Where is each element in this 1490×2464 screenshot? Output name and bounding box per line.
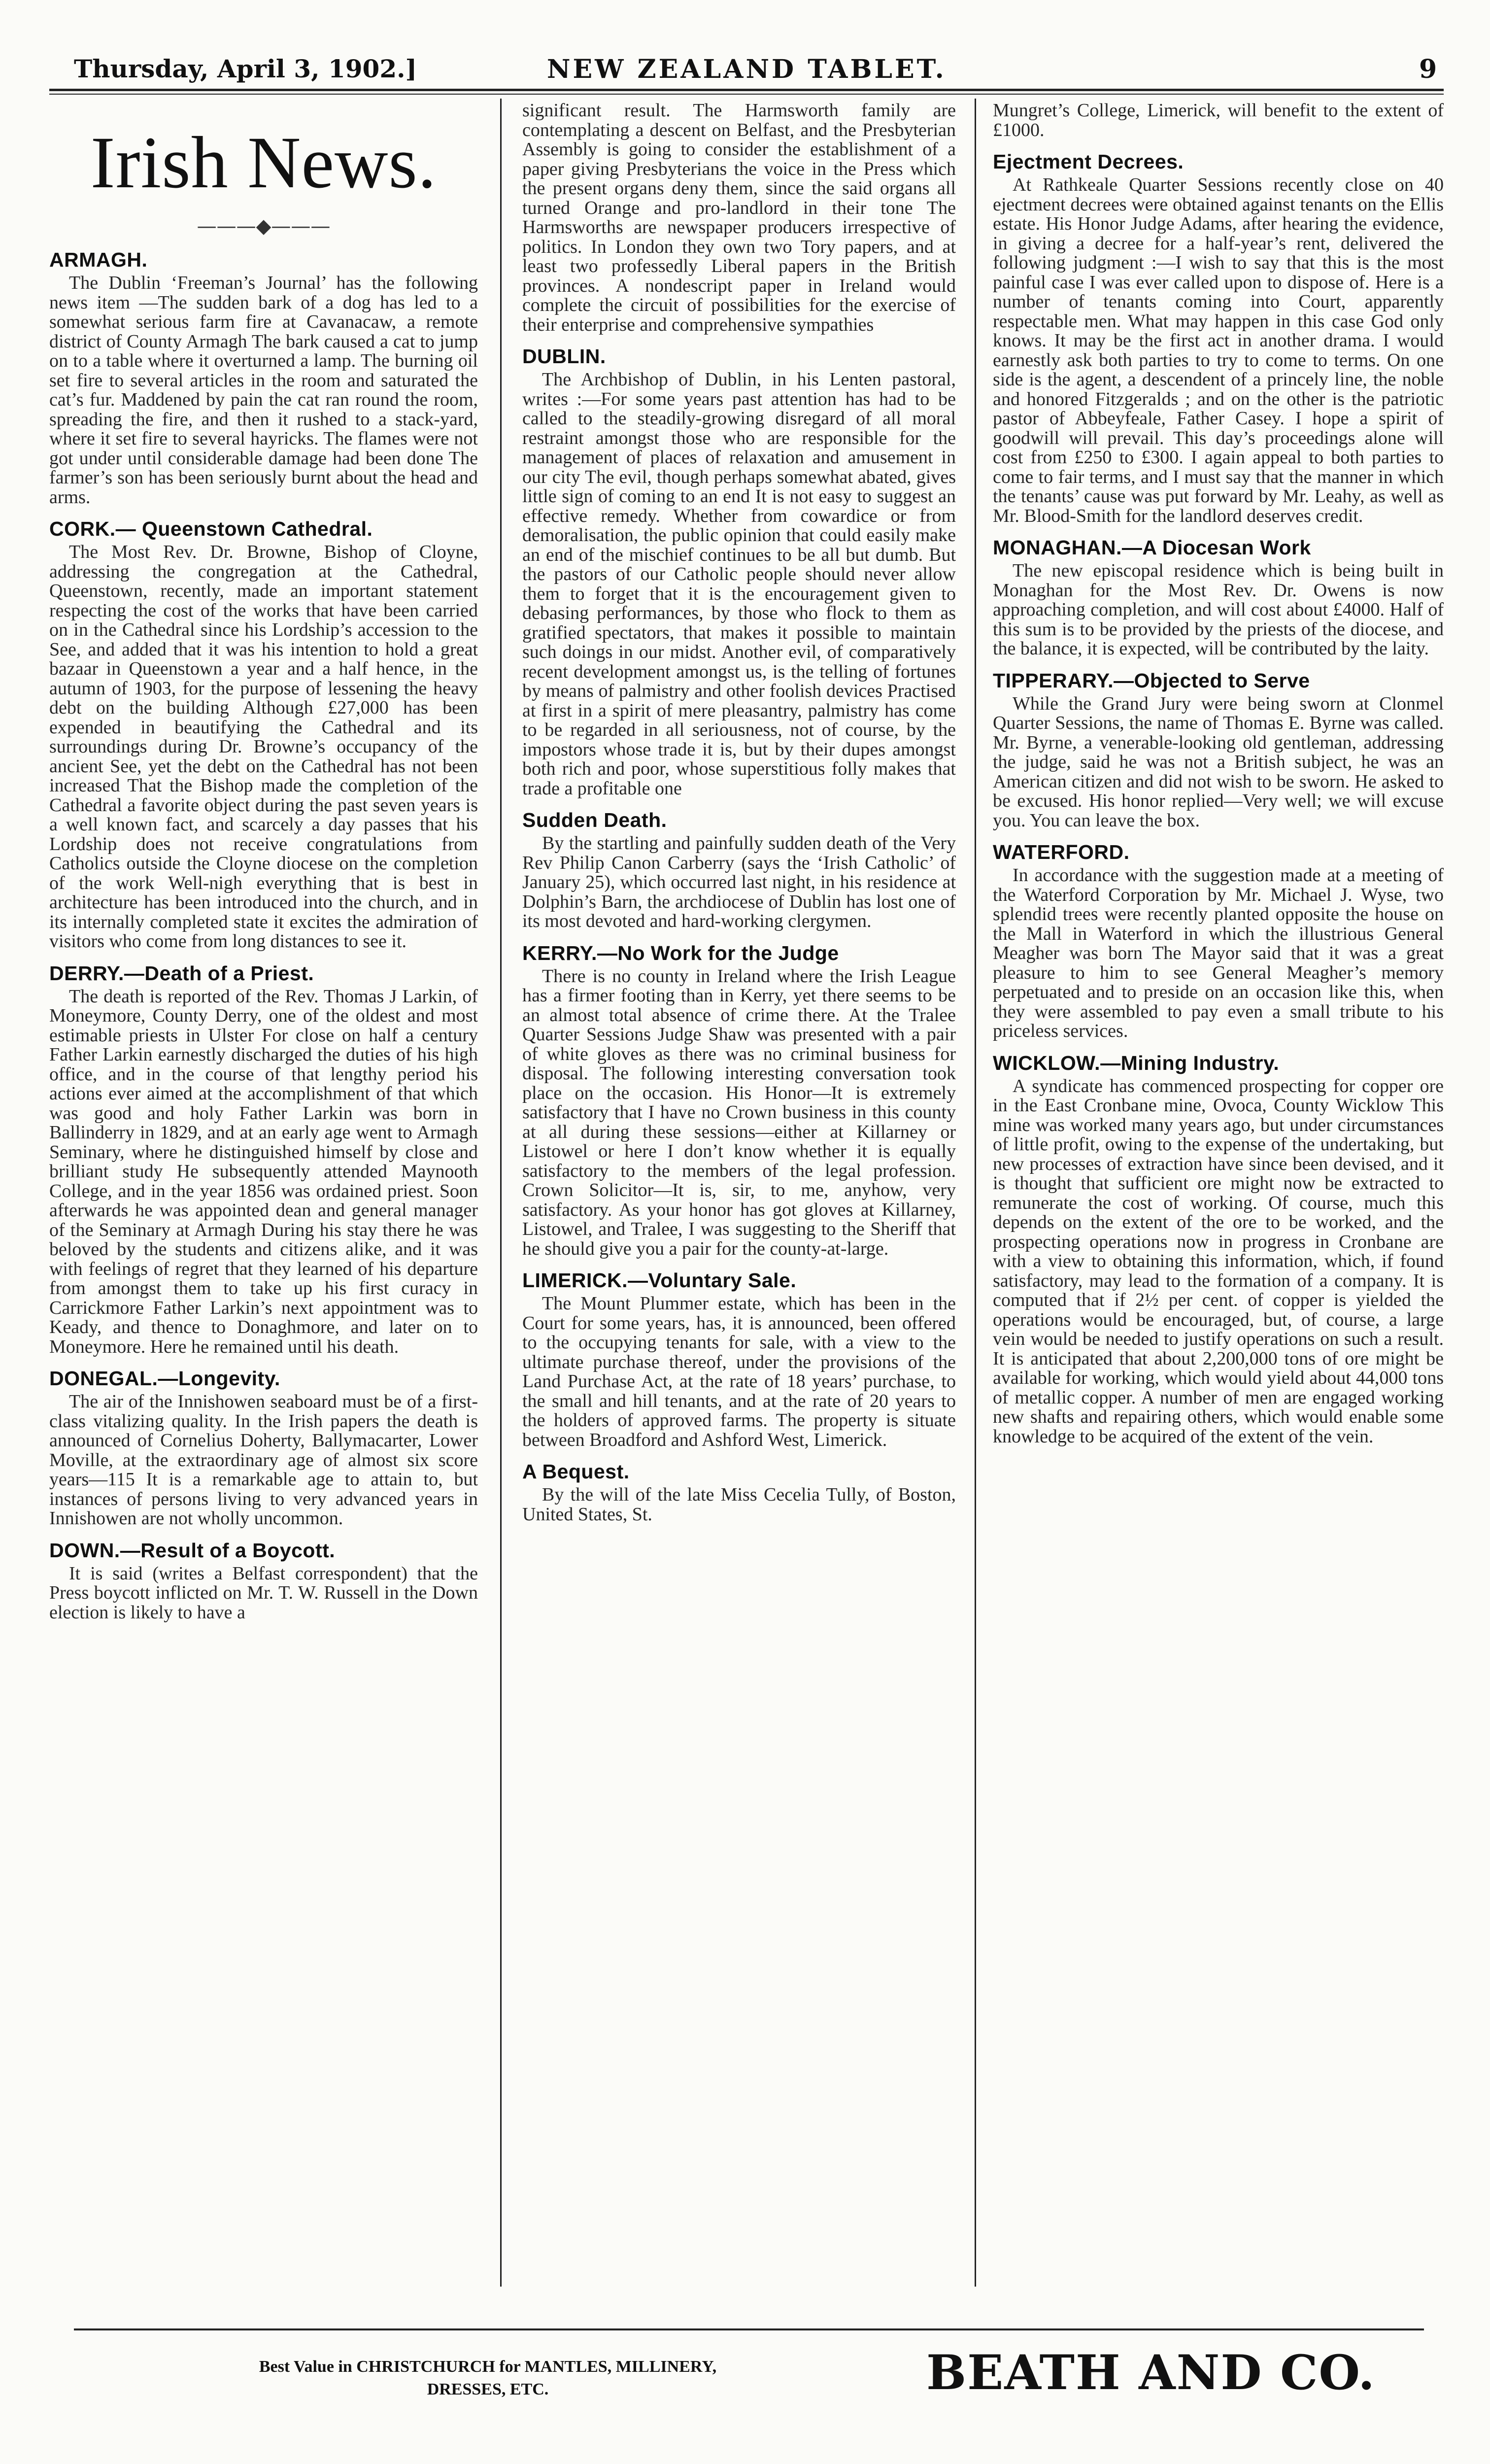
article — [993, 149, 1444, 526]
article — [522, 940, 956, 1259]
ad-line-1: Best Value in CHRISTCHURCH for MANTLES, MILLINERY, — [259, 2358, 717, 2376]
article-paragraph: The Most Rev. Dr. Browne, Bishop of Cloyne, addressing the congregation at the Cathedral, Queenstown, recently, made an important statement respecting the cost of the works that have been carried on in the Cathedral since his Lordship’s accession to the See, and added that it was his intention to hold a great bazaar in Queenstown a year and a half hence, in the autumn of 1903, for the purpose of lessening the heavy debt on the building Although £27,000 has been expended in beautifying the Cathedral and its surroundings during Dr. Browne’s occupancy of the ancient See, yet the debt on the Cathedral has not been increased That the Bishop made the completion of the Cathedral a favorite object during the past seven years is a well known fact, and scarcely a day passes that his Lordship does not receive congratulations from Catholics outside the Cloyne diocese on the completion of the work Well-nigh everything that is best in architecture has been introduced into the church, and in its internally completed state it excites the admiration of visitors who come from long distances to see it. — [49, 542, 478, 952]
header-rule — [49, 89, 1444, 91]
article — [993, 1050, 1444, 1447]
article-paragraph: The Dublin ‘Freeman’s Journal’ has the following news item —The sudden bark of a dog has led to a somewhat serious farm fire at Cavanacaw, a remote district of County Armagh The bark caused a cat to jump on to a table where it overturned a lamp. The burning oil set fire to several articles in the room and saturated the cat’s fur. Maddened by pain the cat ran round the room, spreading the fire, and then it rushed to a stack-yard, where it set fire to several hayricks. The flames were not got under until considerable damage had been done The farmer’s son has been seriously burnt about the head and arms. — [49, 273, 478, 508]
article-heading: WICKLOW.—Mining Industry. — [993, 1051, 1280, 1074]
article — [49, 1538, 478, 1623]
section-title: Irish News. — [90, 122, 437, 204]
article-paragraph: significant result. The Harmsworth family are contemplating a descent on Belfast, and the Presbyterian Assembly is going to consider the establishment of a paper giving Presbyterians the voice in the Press which the present organs deny them, since the said organs all turned Orange and pro-landlord in their tone The Harmsworths are newspaper producers irrespective of politics. In London they own two Tory papers, and at least two professedly Liberal papers in the British provinces. A nondescript paper in Ireland would complete the circuit of possibilities for the exercise of their enterprise and comprehensive sympathies — [522, 101, 956, 335]
article-heading: DOWN.—Result of a Boycott. — [49, 1539, 336, 1562]
title-ornament: ———◆——— — [197, 215, 331, 238]
ad-line-2: DRESSES, ETC. — [427, 2380, 549, 2398]
advertiser-name: BEATH AND CO. — [926, 2345, 1376, 2400]
article-heading: WATERFORD. — [993, 841, 1130, 863]
article-heading: MONAGHAN.—A Diocesan Work — [993, 536, 1311, 559]
column-2 — [522, 101, 956, 2279]
article — [522, 101, 956, 335]
article-paragraph: At Rathkeale Quarter Sessions recently close on 40 ejectment decrees were obtained against tenants on the Ellis estate. His Honor Judge Adams, after hearing the evidence, in giving a decree for a half-year’s rent, delivered the following judgment :—I wish to say that this is the most painful case I was ever called upon to dispose of. Here is a number of tenants coming into Court, apparently respectable men. What may happen in this case God only knows. It may be the first act in another drama. I would earnestly ask both parties to try to come to terms. On one side is the agent, a descendent of a princely line, the noble and honored Fitzgeralds ; and on the other is the patriotic pastor of Abbeyfeale, Father Casey. I hope a spirit of goodwill will prevail. This day’s proceedings alone will cost from £250 to £300. I again appeal to both parties to come to fair terms, and I must say that the manner in which the tenants’ cause was put forward by Mr. Leahy, as well as Mr. Blood-Smith for the landlord deserves credit. — [993, 174, 1444, 526]
column-divider-2 — [975, 99, 976, 2287]
page-number: 9 — [1419, 54, 1437, 84]
article-paragraph: By the will of the late Miss Cecelia Tully, of Boston, United States, St. — [522, 1484, 956, 1525]
article — [49, 516, 478, 952]
article-paragraph: The death is reported of the Rev. Thomas J Larkin, of Moneymore, County Derry, one of the oldest and most estimable priests in Ulster For close on half a century Father Larkin earnestly discharged the duties of his high office, and in the course of that lengthy period his actions ever aimed at the accomplishment of that which was good and holy Father Larkin was born in Ballinderry in 1829, and at an early age went to Armagh Seminary, where he distinguished himself by close and brilliant study He subsequently attended Maynooth College, and in the year 1856 was ordained priest. Soon afterwards he was appointed dean and general manager of the Seminary at Armagh During his stay there he was beloved by the students and citizens alike, and it was with feelings of regret that they learned of his departure from amongst them to take up his first curacy in Carrickmore Father Larkin’s next appointment was to Keady, and thence to Donaghmore, and later on to Moneymore. Here he remained until his death. — [49, 986, 478, 1357]
article — [993, 668, 1444, 831]
article-heading: DERRY.—Death of a Priest. — [49, 961, 314, 985]
article-heading: A Bequest. — [522, 1460, 630, 1483]
article — [993, 839, 1444, 1041]
article-heading: Sudden Death. — [522, 809, 667, 831]
article-paragraph: The new episcopal residence which is being built in Monaghan for the Most Rev. Dr. Owens is now approaching completion, and will cost about £4000. Half of this sum is to be provided by the priests of the diocese, and the balance, it is expected, will be contributed by the laity. — [993, 560, 1444, 659]
article-paragraph: A syndicate has commenced prospecting for copper ore in the East Cronbane mine, Ovoca, County Wicklow This mine was worked many years ago, but under circumstances of little profit, owing to the expense of the undertaking, but new processes of extraction have since been devised, and it is thought that sufficient ore might now be extracted to remunerate the cost of working. Of course, much this depends on the extent of the ore to be worked, and the prospecting operations now in progress in Cronbane are with a view to obtaining this information, which, if found satisfactory, may lead to the formation of a company. It is computed that if 2½ per cent. of copper is yielded the operations would be encouraged, but, of course, a large vein would be needed to justify operations on such a result. It is anticipated that about 2,200,000 tons of ore might be available for working, which would yield about 44,000 tons of metallic copper. A number of men are engaged working new shafts and repairing others, which would enable some knowledge to be acquired of the extent of the vein. — [993, 1075, 1444, 1447]
article-heading: KERRY.—No Work for the Judge — [522, 941, 839, 964]
article — [49, 247, 478, 507]
article — [522, 1267, 956, 1450]
article — [522, 343, 956, 798]
article-paragraph: Mungret’s College, Limerick, will benefit to the extent of £1000. — [993, 101, 1444, 140]
article-paragraph: The Archbishop of Dublin, in his Lenten pastoral, writes :—For some years past attention has had to be called to the steadily-growing disregard of all moral restraint amongst those who are responsible for the management of places of relaxation and amusement in our city The evil, though perhaps somewhat abated, gives little sign of coming to an end It is not easy to suggest an effective remedy. Whether from cowardice or from demoralisation, the public opinion that could easily make an end of the mischief continues to be all but dumb. But the pastors of our Catholic people should never allow them to forget that it is the encouragement given to debasing performances, by those who flock to them as gratified spectators, that makes it possible to maintain such doings in our midst. Another evil, of comparatively recent development amongst us, is the telling of fortunes by means of palmistry and other foolish devices Practised at first in a spirit of mere pleasantry, palmistry has come to be regarded in all seriousness, not of course, by the impostors whose trade it is, but by their dupes amongst both rich and poor, whose superstitious folly makes that trade a profitable one — [522, 369, 956, 799]
article-heading: CORK.— Queenstown Cathedral. — [49, 517, 373, 540]
article — [522, 807, 956, 931]
article-paragraph: The air of the Innishowen seaboard must be of a first-class vitalizing quality. In the Irish papers the death is announced of Cornelius Doherty, Ballymacarter, Lower Moville, at the extraordinary age of almost six score years—115 It is a remarkable age to attain to, but instances of persons living to very advanced years in Innishowen are not wholly uncommon. — [49, 1391, 478, 1529]
article-paragraph: In accordance with the suggestion made at a meeting of the Waterford Corporation by Mr. Michael J. Wyse, two splendid trees were recently planted opposite the house on the Mall in Waterford in which the illustrious General Meagher was born The Mayor said that it was a great pleasure to him to see General Meagher’s memory perpetuated and to preside on an occasion like this, when they were assembled to pay even a small tribute to his priceless services. — [993, 865, 1444, 1041]
masthead-title: NEW ZEALAND TABLET. — [547, 54, 947, 84]
column-1 — [49, 101, 478, 2279]
article-paragraph: The Mount Plummer estate, which has been in the Court for some years, has, it is announced, been offered to the occupying tenants for sale, with a view to the ultimate purchase thereof, under the provisions of the Land Purchase Act, at the rate of 18 years’ purchase, to the small and hill tenants, and at the rate of 20 years to the holders of approved farms. The property is situate between Broadford and Ashford West, Limerick. — [522, 1293, 956, 1450]
article-heading: TIPPERARY.—Objected to Serve — [993, 669, 1310, 692]
article-heading: DUBLIN. — [522, 345, 606, 368]
header-rule-thin — [49, 94, 1444, 95]
issue-date: Thursday, April 3, 1902.] — [74, 54, 417, 83]
footer-advertisement — [143, 2356, 833, 2401]
article — [993, 101, 1444, 140]
article-paragraph: It is said (writes a Belfast correspondent) that the Press boycott inflicted on Mr. T. W. Russell in the Down election is likely to have a — [49, 1563, 478, 1623]
article-paragraph: By the startling and painfully sudden death of the Very Rev Philip Canon Carberry (says the ‘Irish Catholic’ of January 25), which occurred last night, in his residence at Dolphin’s Barn, the archdiocese of Dublin has lost one of its most devoted and hard-working clergymen. — [522, 833, 956, 931]
article-paragraph: While the Grand Jury were being sworn at Clonmel Quarter Sessions, the name of Thomas E. Byrne was called. Mr. Byrne, a venerable-looking old gentleman, addressing the judge, said he was not a British subject, he was an American citizen and did not wish to be sworn. He asked to be excused. His honor replied—Very well; we will excuse you. You can leave the box. — [993, 693, 1444, 831]
article-heading: DONEGAL.—Longevity. — [49, 1367, 280, 1390]
article-heading: ARMAGH. — [49, 248, 148, 271]
article-heading: LIMERICK.—Voluntary Sale. — [522, 1269, 797, 1292]
article — [522, 1459, 956, 1524]
article — [993, 535, 1444, 659]
article-heading: Ejectment Decrees. — [993, 150, 1184, 173]
article — [49, 1366, 478, 1529]
footer-rule — [74, 2328, 1424, 2330]
column-3 — [993, 101, 1444, 2279]
article-paragraph: There is no county in Ireland where the Irish League has a firmer footing than in Kerry, yet there seems to be an almost total absence of crime there. At the Tralee Quarter Sessions Judge Shaw was presented with a pair of white gloves as there was no criminal business for disposal. The following interesting conversation took place on the occasion. His Honor—It is extremely satisfactory that I have no Crown business in this county at all during these sessions—either at Killarney or Listowel or here I don’t know whether it is equally satisfactory to the members of the legal profession. Crown Solicitor—It is, sir, to me, anyhow, very satisfactory. As your honor has got gloves at Killarney, Listowel, and Tralee, I was suggesting to the Sheriff that he should give you a pair for the county-at-large. — [522, 965, 956, 1259]
article — [49, 960, 478, 1357]
column-divider-1 — [500, 99, 502, 2287]
